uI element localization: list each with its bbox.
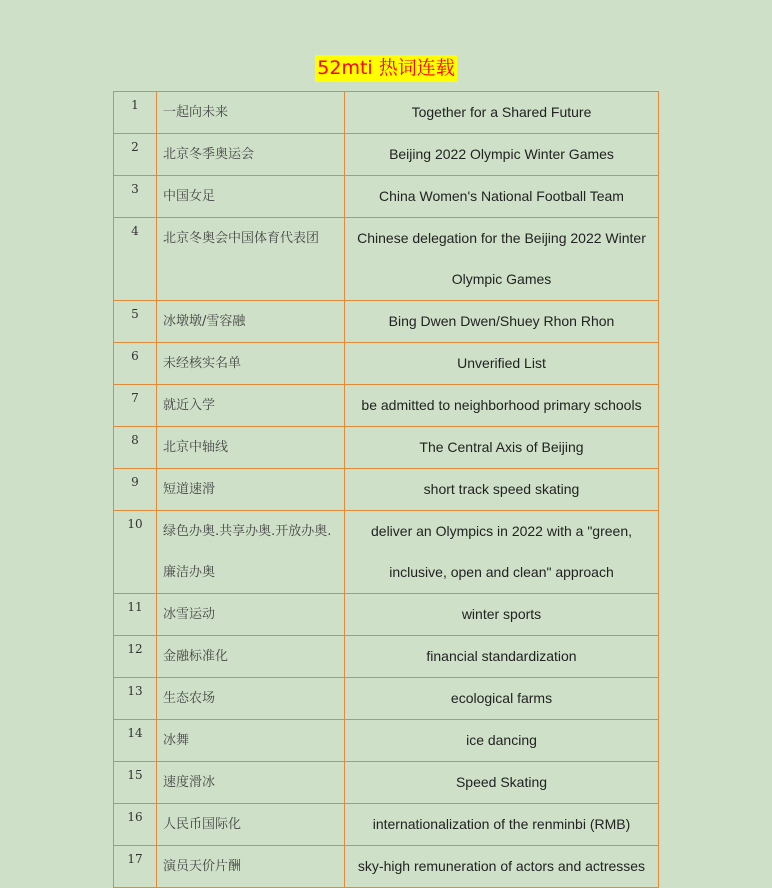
table-row — [114, 385, 659, 427]
glossary-table — [113, 91, 659, 888]
chinese-term: 北京冬季奥运会 — [157, 134, 345, 176]
row-number: 3 — [114, 176, 157, 218]
table-row — [114, 301, 659, 343]
table-row — [114, 176, 659, 218]
table-row — [114, 427, 659, 469]
english-translation: Bing Dwen Dwen/Shuey Rhon Rhon — [345, 301, 659, 343]
chinese-term: 未经核实名单 — [157, 343, 345, 385]
row-number: 7 — [114, 385, 157, 427]
table-row — [114, 594, 659, 636]
table-row — [114, 469, 659, 511]
row-number: 2 — [114, 134, 157, 176]
table-row — [114, 762, 659, 804]
english-translation: be admitted to neighborhood primary schools — [345, 385, 659, 427]
english-translation: The Central Axis of Beijing — [345, 427, 659, 469]
english-translation: financial standardization — [345, 636, 659, 678]
table-row — [114, 720, 659, 762]
english-translation: ice dancing — [345, 720, 659, 762]
english-translation: Beijing 2022 Olympic Winter Games — [345, 134, 659, 176]
chinese-term: 冰墩墩/雪容融 — [157, 301, 345, 343]
chinese-term: 生态农场 — [157, 678, 345, 720]
english-translation: internationalization of the renminbi (RMB) — [345, 804, 659, 846]
chinese-term: 速度滑冰 — [157, 762, 345, 804]
row-number: 10 — [114, 511, 157, 594]
row-number: 1 — [114, 92, 157, 134]
chinese-term: 就近入学 — [157, 385, 345, 427]
chinese-term: 冰雪运动 — [157, 594, 345, 636]
english-translation: Chinese delegation for the Beijing 2022 Winter Olympic Games — [345, 218, 659, 301]
row-number: 17 — [114, 846, 157, 888]
row-number: 11 — [114, 594, 157, 636]
chinese-term: 绿色办奥.共享办奥.开放办奥.廉洁办奥 — [157, 511, 345, 594]
table-row — [114, 343, 659, 385]
glossary-table-body — [114, 92, 659, 888]
row-number: 8 — [114, 427, 157, 469]
table-row — [114, 804, 659, 846]
chinese-term: 人民币国际化 — [157, 804, 345, 846]
row-number: 6 — [114, 343, 157, 385]
row-number: 13 — [114, 678, 157, 720]
english-translation: deliver an Olympics in 2022 with a "green, inclusive, open and clean" approach — [345, 511, 659, 594]
english-translation: sky-high remuneration of actors and actresses — [345, 846, 659, 888]
row-number: 4 — [114, 218, 157, 301]
english-translation: Speed Skating — [345, 762, 659, 804]
table-row — [114, 92, 659, 134]
chinese-term: 短道速滑 — [157, 469, 345, 511]
english-translation: Together for a Shared Future — [345, 92, 659, 134]
english-translation: China Women's National Football Team — [345, 176, 659, 218]
row-number: 15 — [114, 762, 157, 804]
row-number: 14 — [114, 720, 157, 762]
table-row — [114, 134, 659, 176]
table-row — [114, 678, 659, 720]
table-row — [114, 636, 659, 678]
english-translation: ecological farms — [345, 678, 659, 720]
chinese-term: 中国女足 — [157, 176, 345, 218]
page-title: 52mti 热词连载 — [315, 55, 456, 82]
table-row — [114, 511, 659, 594]
chinese-term: 金融标准化 — [157, 636, 345, 678]
row-number: 16 — [114, 804, 157, 846]
title-container — [0, 55, 772, 82]
row-number: 5 — [114, 301, 157, 343]
english-translation: Unverified List — [345, 343, 659, 385]
table-row — [114, 218, 659, 301]
english-translation: short track speed skating — [345, 469, 659, 511]
row-number: 12 — [114, 636, 157, 678]
table-row — [114, 846, 659, 888]
english-translation: winter sports — [345, 594, 659, 636]
chinese-term: 北京中轴线 — [157, 427, 345, 469]
chinese-term: 演员天价片酬 — [157, 846, 345, 888]
chinese-term: 北京冬奥会中国体育代表团 — [157, 218, 345, 301]
row-number: 9 — [114, 469, 157, 511]
chinese-term: 冰舞 — [157, 720, 345, 762]
chinese-term: 一起向未来 — [157, 92, 345, 134]
